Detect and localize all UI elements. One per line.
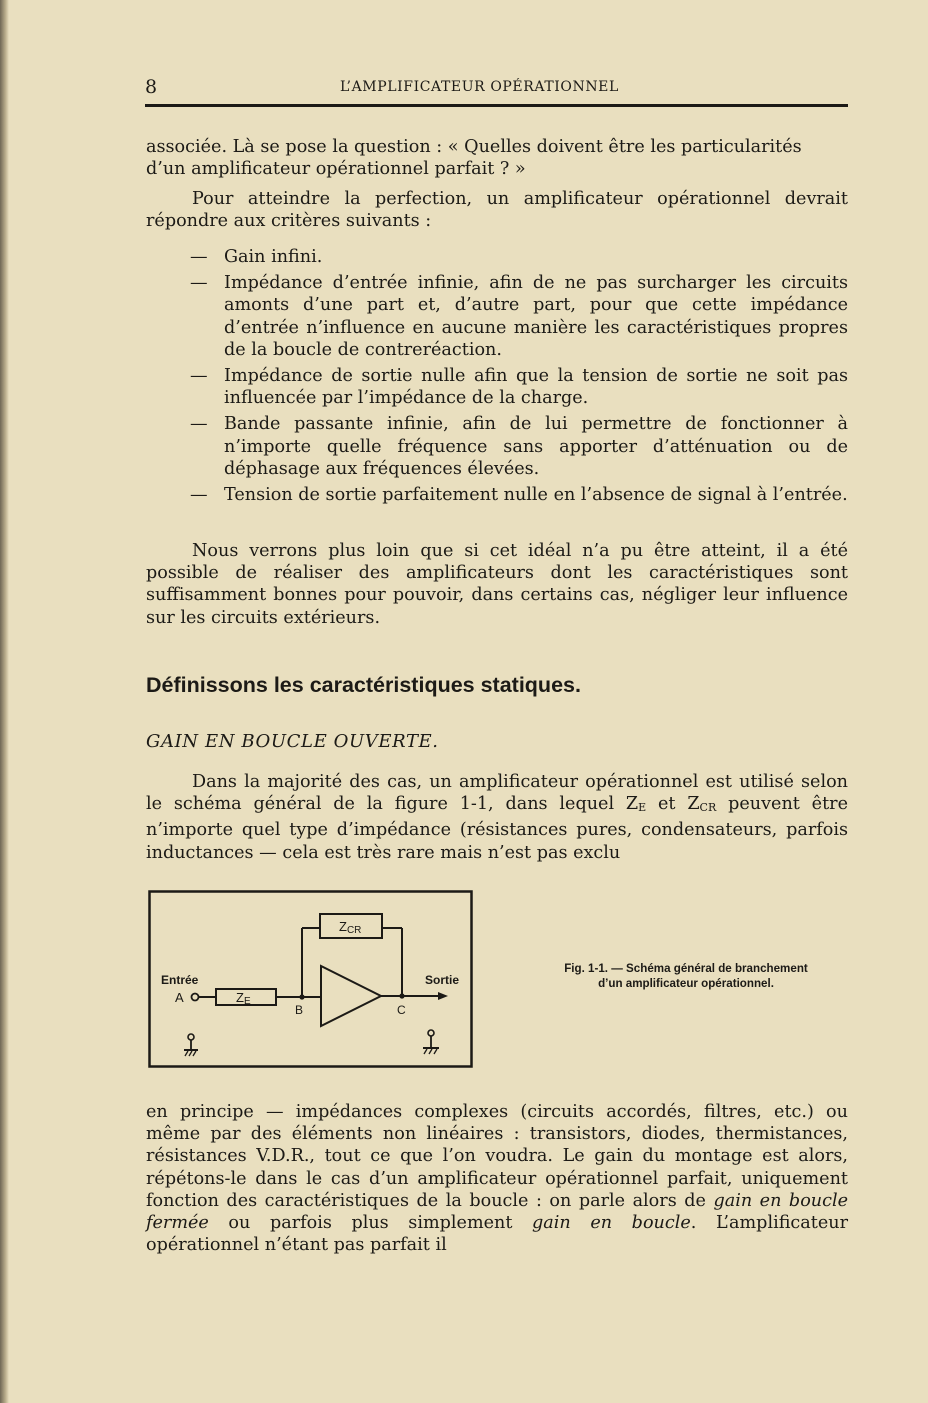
running-title: L’AMPLIFICATEUR OPÉRATIONNEL (340, 79, 619, 95)
usage-text-3: peuvent être n’importe quel type d’impédance (résistances pures, condensateurs, parfois inductances — cela est très rare mais n’est pas exclu (146, 794, 848, 863)
closed-loop-text-2: ou parfois plus simplement (208, 1213, 533, 1234)
label-zcr: ZCR (339, 919, 362, 936)
paragraph-criteria-intro: Pour atteindre la perfection, un amplificateur opérationnel devrait répondre aux critères suivants : (146, 189, 848, 232)
figure-caption-line1: Fig. 1-1. — Schéma général de branchement (564, 962, 808, 975)
label-ze: ZE (236, 990, 251, 1007)
paragraph-usage (146, 771, 848, 864)
criteria-list (190, 246, 848, 510)
list-item (190, 413, 848, 480)
closed-loop-text-3: . L’amplificateur opérationnel n’étant pas parfait il (146, 1213, 848, 1256)
figure-caption (520, 961, 852, 991)
list-item (190, 484, 848, 506)
usage-text-2: et Z (646, 794, 700, 815)
figure-caption-line2: d’un amplificateur opérationnel. (598, 977, 774, 990)
list-item-text: Bande passante infinie, afin de lui permettre de fonctionner à n’importe quelle fréquence sans apporter d’atténuation ou de déphasage aux fréquences élevées. (224, 414, 848, 479)
running-header (145, 76, 848, 100)
label-node-a: A (175, 990, 184, 1005)
list-dash: — (190, 366, 208, 387)
list-item-text: Gain infini. (224, 247, 323, 267)
usage-text-1: Dans la majorité des cas, un amplificateur opérationnel est utilisé selon le schéma général de la figure 1-1, dans lequel Z (146, 772, 848, 815)
paragraph-closed-loop (146, 1101, 848, 1256)
list-item (190, 365, 848, 409)
closed-loop-text-1: en principe — impédances complexes (circuits accordés, filtres, etc.) ou même par des éléments non linéaires : transistors, diodes, thermistances, résistances V.D.R., tout ce que l’on voudra. Le gain du montage est alors, répétons-le dans le cas d’un amplificateur opérationnel parfait, uniquement fonction des caractéristiques de la boucle : on parle alors de (146, 1102, 848, 1211)
list-item (190, 246, 848, 268)
list-dash: — (190, 485, 208, 506)
list-item-text: Impédance d’entrée infinie, afin de ne pas surcharger les circuits amonts d’une part et, d’autre part, pour que cette impédance d’entrée n’influence en aucune manière les caractéristiques propres de la boucle de contreréaction. (224, 273, 848, 360)
paragraph-intro (146, 136, 848, 180)
paragraph-intro-line2: d’un amplificateur opérationnel parfait ? » (146, 159, 526, 180)
node-a-terminal (192, 994, 199, 1001)
label-node-c: C (397, 1003, 406, 1017)
closed-loop-italic-2: gain en boucle (532, 1213, 691, 1234)
list-dash: — (190, 414, 208, 435)
label-entree: Entrée (161, 973, 199, 987)
subsection-heading: GAIN EN BOUCLE OUVERTE. (146, 731, 439, 752)
label-node-b: B (295, 1003, 304, 1017)
output-ground-symbol (423, 1030, 439, 1054)
list-dash: — (190, 273, 208, 294)
input-ground-symbol (184, 1034, 198, 1056)
section-heading: Définissons les caractéristiques statiques. (146, 673, 581, 697)
zcr-subscript: CR (699, 801, 717, 815)
node-b-junction (299, 994, 304, 999)
output-arrow (438, 992, 448, 1000)
list-item-text: Impédance de sortie nulle afin que la tension de sortie ne soit pas influencée par l’impédance de la charge. (224, 366, 848, 409)
page-number: 8 (145, 76, 158, 98)
paragraph-intro-line1: associée. Là se pose la question : « Quelles doivent être les particularités (146, 137, 802, 157)
header-rule (145, 104, 848, 107)
page-binding-edge (0, 0, 9, 1403)
figure-1-1-schematic (148, 890, 473, 1068)
node-c-junction (399, 993, 404, 998)
list-item-text: Tension de sortie parfaitement nulle en l’absence de signal à l’entrée. (224, 485, 848, 506)
list-dash: — (190, 247, 208, 267)
list-item (190, 272, 848, 361)
label-sortie: Sortie (425, 973, 460, 987)
ze-subscript: E (638, 801, 647, 815)
closed-loop-italic-1: gain en boucle fermée (146, 1190, 849, 1234)
opamp-triangle (321, 966, 381, 1026)
paragraph-ideal: Nous verrons plus loin que si cet idéal n’a pu être atteint, il a été possible de réaliser des amplificateurs dont les caractéristiques sont suffisamment bonnes pour pouvoir, dans certains cas, négliger leur influence sur les circuits extérieurs. (146, 541, 848, 628)
opamp-circuit-diagram (148, 890, 473, 1068)
